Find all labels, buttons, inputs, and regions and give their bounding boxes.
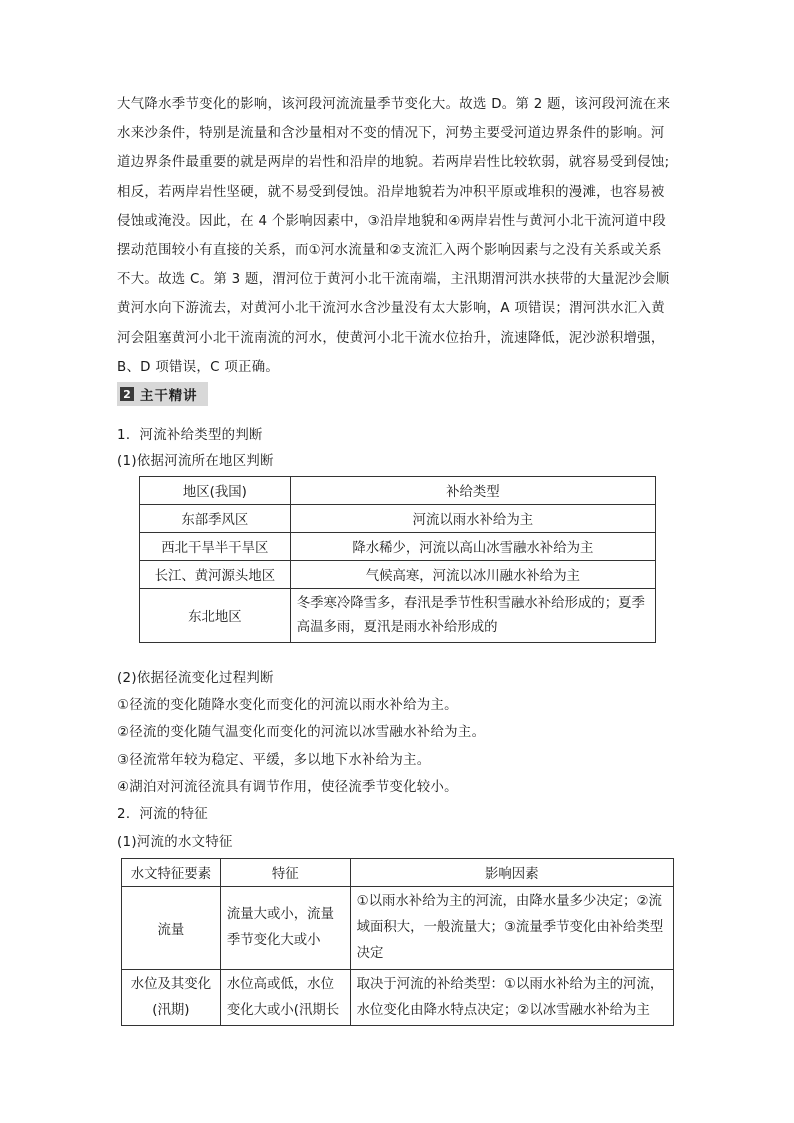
table-header-cell: 特征 <box>220 859 350 887</box>
table-cell: 流量 <box>122 887 221 970</box>
point-item: ②径流的变化随气温变化而变化的河流以冰雪融水补给为主。 <box>117 725 486 740</box>
table-cell: 水位及其变化(汛期) <box>122 970 221 1026</box>
paragraph-line: 道边界条件最重要的就是两岸的岩性和沿岸的地貌。若两岸岩性比较软弱，就容易受到侵蚀; <box>117 155 670 171</box>
section-number-badge: 2 <box>120 387 134 401</box>
paragraph-line: 相反，若两岸岩性坚硬，就不易受到侵蚀。沿岸地貌若为冲积平原或堆积的漫滩，也容易被 <box>117 184 665 200</box>
table-cell: ①以雨水补给为主的河流，由降水量多少决定；②流域面积大，一般流量大；③流量季节变化由补给类型决定 <box>350 887 673 970</box>
heading-2: 2．河流的特征 <box>117 807 208 822</box>
table-header-cell: 地区(我国) <box>140 477 291 505</box>
table-cell: 冬季寒冷降雪多，春汛是季节性积雪融水补给形成的；夏季高温多雨，夏汛是雨水补给形成的 <box>290 589 655 643</box>
paragraph-line: 侵蚀或淹没。因此，在 4 个影响因素中，③沿岸地貌和④两岸岩性与黄河小北干流河道中段 <box>117 213 667 229</box>
section-header <box>117 382 208 406</box>
table-header-cell: 影响因素 <box>350 859 673 887</box>
paragraph-line: 摆动范围较小有直接的关系，而①河水流量和②支流汇入两个影响因素与之没有关系或关系 <box>117 243 662 259</box>
table-header-cell: 补给类型 <box>290 477 655 505</box>
table-cell: 降水稀少，河流以高山冰雪融水补给为主 <box>290 533 655 561</box>
table-cell: 西北干旱半干旱区 <box>140 533 291 561</box>
section-title: 主干精讲 <box>140 388 198 404</box>
table-row <box>140 533 656 561</box>
hydrology-table <box>121 858 674 1026</box>
table-cell: 取决于河流的补给类型：①以雨水补给为主的河流，水位变化由降水特点决定；②以冰雪融水补给为主 <box>350 970 673 1026</box>
table-cell: 河流以雨水补给为主 <box>290 505 655 533</box>
paragraph-line: 黄河水向下游流去，对黄河小北干流河水含沙量没有太大影响，A 项错误；渭河洪水汇入黄 <box>117 301 665 317</box>
table-row <box>122 970 674 1026</box>
table-cell: 长江、黄河源头地区 <box>140 561 291 589</box>
point-item: ③径流常年较为稳定、平缓，多以地下水补给为主。 <box>117 753 431 768</box>
paragraph-line: 水来沙条件，特别是流量和含沙量相对不变的情况下，河势主要受河道边界条件的影响。河 <box>117 126 665 142</box>
paragraph-line: 河会阻塞黄河小北干流南流的河水，使黄河小北干流水位抬升，流速降低，泥沙淤积增强， <box>117 330 665 346</box>
table-header-row <box>140 477 656 505</box>
table-header-row <box>122 859 674 887</box>
table-header-cell: 水文特征要素 <box>122 859 221 887</box>
subheading-3: (1)河流的水文特征 <box>117 835 233 850</box>
answer-paragraph <box>117 90 677 382</box>
table-row <box>140 505 656 533</box>
table-cell: 东部季风区 <box>140 505 291 533</box>
table-row <box>140 589 656 643</box>
subheading-1: (1)依据河流所在地区判断 <box>117 454 274 469</box>
table-row <box>140 561 656 589</box>
point-item: ④湖泊对河流径流具有调节作用，使径流季节变化较小。 <box>117 780 458 795</box>
paragraph-line: 大气降水季节变化的影响，该河段河流流量季节变化大。故选 D。第 2 题，该河段河流在来 <box>117 97 671 112</box>
table-cell: 水位高或低，水位变化大或小(汛期长 <box>220 970 350 1026</box>
heading-1: 1．河流补给类型的判断 <box>117 428 263 443</box>
table-cell: 气候高寒，河流以冰川融水补给为主 <box>290 561 655 589</box>
supply-type-table <box>139 476 656 643</box>
paragraph-line: B、D 项错误，C 项正确。 <box>117 359 280 375</box>
subheading-2: (2)依据径流变化过程判断 <box>117 671 274 686</box>
table-cell: 流量大或小，流量季节变化大或小 <box>220 887 350 970</box>
table-row <box>122 887 674 970</box>
point-item: ①径流的变化随降水变化而变化的河流以雨水补给为主。 <box>117 698 458 713</box>
table-cell: 东北地区 <box>140 589 291 643</box>
paragraph-line: 不大。故选 C。第 3 题，渭河位于黄河小北干流南端，主汛期渭河洪水挟带的大量泥沙会顺 <box>117 272 670 288</box>
